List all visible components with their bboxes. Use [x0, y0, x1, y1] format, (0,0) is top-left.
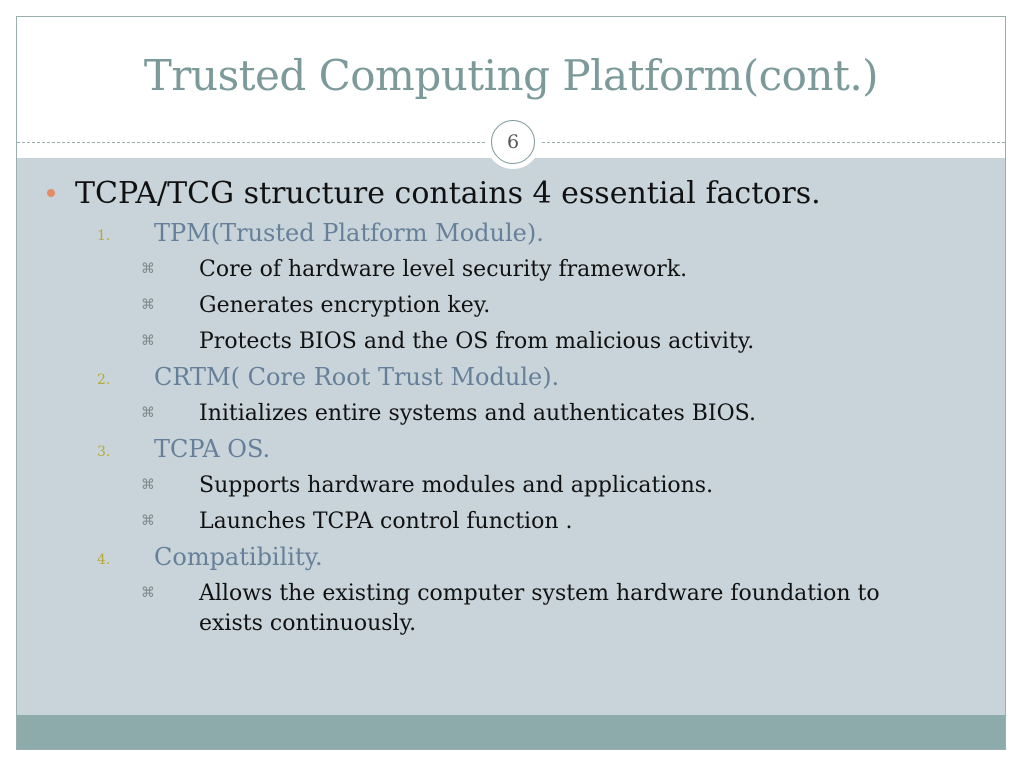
sub-bullet-row	[17, 576, 1005, 636]
sub-bullet-row	[17, 324, 1005, 360]
cross-bullet-icon: ⌘	[141, 477, 155, 493]
sub-bullet-row	[17, 504, 1005, 540]
slide-title: Trusted Computing Platform(cont.)	[143, 51, 879, 100]
page-number: 6	[491, 120, 535, 164]
slide-body	[17, 174, 1005, 636]
slide	[16, 16, 1006, 750]
page-number-badge	[486, 115, 540, 169]
sub-bullet-text: Supports hardware modules and applications.	[199, 473, 714, 498]
item-number: 4.	[97, 552, 111, 568]
sub-bullet-text: Allows the existing computer system hardware foundation to exists continuously.	[199, 581, 880, 636]
item-heading: TPM(Trusted Platform Module).	[154, 219, 544, 247]
cross-bullet-icon: ⌘	[141, 513, 155, 529]
main-bullet-row	[17, 174, 1005, 216]
sub-bullet-text: Core of hardware level security framework.	[199, 257, 688, 282]
sub-bullet-row	[17, 288, 1005, 324]
main-bullet-text: TCPA/TCG structure contains 4 essential factors.	[75, 176, 821, 211]
numbered-item	[17, 540, 1005, 576]
item-heading: TCPA OS.	[154, 435, 271, 463]
item-heading: CRTM( Core Root Trust Module).	[154, 363, 560, 391]
bottom-band	[17, 715, 1005, 750]
cross-bullet-icon: ⌘	[141, 333, 155, 349]
cross-bullet-icon: ⌘	[141, 405, 155, 421]
numbered-item	[17, 360, 1005, 396]
numbered-item	[17, 216, 1005, 252]
sub-bullet-text: Launches TCPA control function .	[199, 509, 573, 534]
round-bullet-icon	[47, 189, 55, 197]
item-number: 2.	[97, 372, 111, 388]
item-number: 3.	[97, 444, 111, 460]
cross-bullet-icon: ⌘	[141, 297, 155, 313]
sub-bullet-text: Protects BIOS and the OS from malicious activity.	[199, 329, 755, 354]
sub-bullet-row	[17, 468, 1005, 504]
item-heading: Compatibility.	[154, 543, 323, 571]
sub-bullet-text: Generates encryption key.	[199, 293, 491, 318]
sub-bullet-row	[17, 252, 1005, 288]
sub-bullet-text: Initializes entire systems and authenticates BIOS.	[199, 401, 756, 426]
item-number: 1.	[97, 228, 111, 244]
numbered-item	[17, 432, 1005, 468]
cross-bullet-icon: ⌘	[141, 261, 155, 277]
sub-bullet-row	[17, 396, 1005, 432]
cross-bullet-icon: ⌘	[141, 585, 155, 601]
